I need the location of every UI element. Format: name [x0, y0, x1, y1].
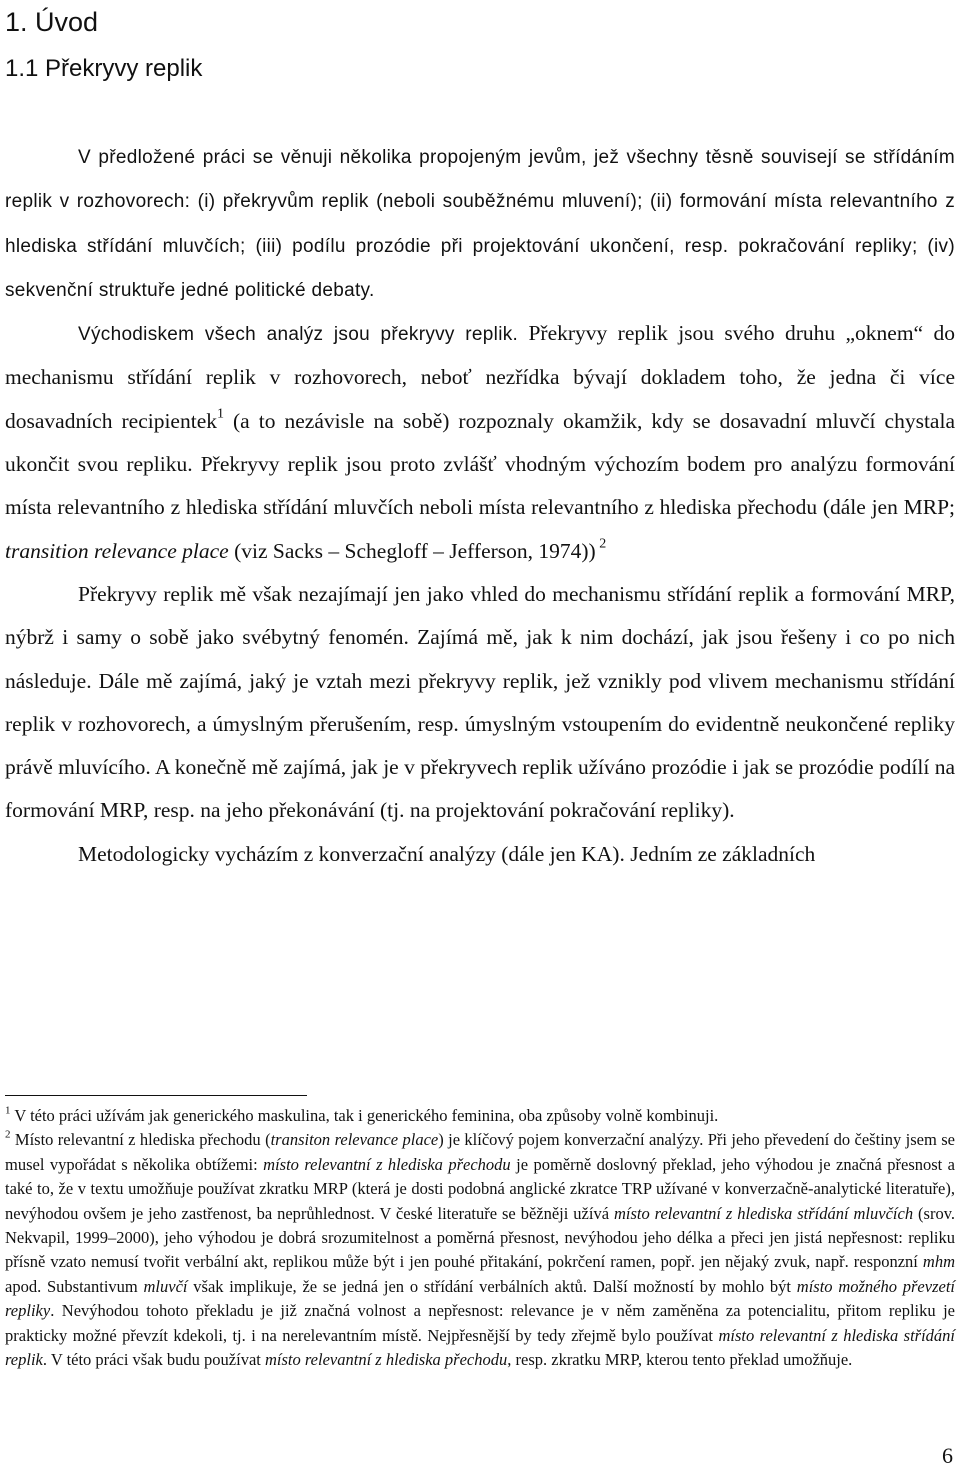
footnote-2-term-4: mhm	[922, 1252, 955, 1272]
footnote-separator	[5, 1095, 307, 1096]
page-number: 6	[942, 1443, 953, 1468]
footnote-2-text-g: . Nevýhodou tohoto překladu je již značná volnost a nepřesnost: relevance je v něm zaměněna za potencialitu, přitom repliku je prakticky možné převzít kdekoli, tj. i na nerelevantním místě. Nejpřesnější by tedy zřejmě bylo používat	[5, 1301, 955, 1345]
paragraph-1	[5, 135, 955, 312]
paragraph-2-text-a: Překryvy replik jsou svého druhu „oknem“ do mechanismu střídání replik v rozhovorech, neboť nezřídka bývají dokladem toho, že jedna či více dosavadních recipientek	[5, 321, 955, 433]
paragraph-2-term: transition relevance place	[5, 538, 229, 563]
footnotes	[5, 1104, 955, 1372]
footnote-2-term-2: místo relevantní z hlediska přechodu	[263, 1154, 511, 1174]
footnote-2-term-1: transiton relevance place	[270, 1130, 439, 1150]
footnote-2-text-b: ) je klíčový pojem konverzační analýzy. Při jeho převedení do češtiny jsem se musel vypořádat s několika obtížemi:	[5, 1130, 955, 1174]
paragraph-2-text-c: (viz Sacks – Schegloff – Jefferson, 1974))	[228, 538, 596, 563]
footnote-2-text-i: , resp. zkratku MRP, kterou tento překlad umožňuje.	[507, 1350, 853, 1370]
body-text	[5, 135, 955, 876]
paragraph-1-text: V předložené práci se věnuji několika propojeným jevům, jež všechny těsně souvisejí se střídáním replik v rozhovorech: (i) překryvům replik (neboli souběžnému mluvení); (ii) formování místa relevantního z hlediska střídání mluvčích; (iii) podílu prozódie při projektování ukončení, resp. pokračování repliky; (iv) sekvenční struktuře jedné politické debaty.	[5, 147, 955, 301]
paragraph-3: Překryvy replik mě však nezajímají jen jako vhled do mechanismu střídání replik a formování MRP, nýbrž i samy o sobě jako svébytný fenomén. Zajímá mě, jak k nim dochází, jak jsou řešeny i co po nich následuje. Dále mě zajímá, jaký je vztah mezi překryvy replik, jež vznikly pod vlivem mechanismu střídání replik v rozhovorech, a úmyslným přerušením, resp. úmyslným vstoupením do evidentně neukončené repliky právě mluvícího. A konečně mě zajímá, jak je v překryvech replik užíváno prozódie i jak se prozódie podílí na formování MRP, resp. na jeho překonávání (tj. na projektování pokračování repliky).	[5, 581, 955, 823]
footnote-2-term-6: místo možného převzetí repliky	[5, 1276, 955, 1321]
footnote-2-text-e: apod. Substantivum	[5, 1276, 144, 1296]
footnote-2-text-a: Místo relevantní z hlediska přechodu (	[10, 1130, 271, 1150]
paragraph-2-lead: Východiskem všech analýz jsou překryvy replik.	[78, 324, 519, 346]
footnote-2	[5, 1128, 955, 1372]
paragraph-4: Metodologicky vycházím z konverzační analýzy (dále jen KA). Jedním ze základních	[78, 841, 816, 866]
footnote-ref-2: 2	[595, 536, 607, 552]
footnote-ref-1: 1	[217, 406, 224, 422]
footnote-2-term-8: místo relevantní z hlediska přechodu	[264, 1350, 508, 1370]
paragraph-2	[5, 312, 955, 573]
footnote-2-term-7: místo relevantní z hlediska střídání replik	[5, 1325, 955, 1370]
chapter-heading: 1. Úvod	[5, 7, 99, 37]
footnote-1-text: V této práci užívám jak generického maskulina, tak i generického feminina, oba způsoby volně kombinuji.	[10, 1106, 719, 1125]
footnote-2-text-h: . V této práci však budu používat	[42, 1350, 265, 1370]
section-heading: 1.1 Překryvy replik	[5, 55, 203, 82]
paragraph-2-text-b: (a to nezávisle na sobě) rozpoznaly okamžik, kdy se dosavadní mluvčí chystala ukončit svou repliku. Překryvy replik jsou proto zvlášť vhodným výchozím bodem pro analýzu formování místa relevantního z hlediska střídání mluvčích neboli místa relevantního z hlediska přechodu (dále jen MRP;	[5, 408, 955, 520]
footnote-2-text-f: však implikuje, že se jedná jen o střídání verbálních aktů. Další možností by mohlo být	[187, 1276, 797, 1296]
footnote-1-mark: 1	[5, 1104, 11, 1117]
footnote-2-text-c: je poměrně doslovný překlad, jeho výhodou je značná přesnost a také to, že v textu umožňuje používat zkratku MRP (která je dosti podobná anglické zkratce TRP užívané v konverzačně-analytické literatuře), nevýhodou ovšem je jeho zastřenost, ba neprůhlednost. V české literatuře se běžněji užívá	[5, 1154, 956, 1223]
footnote-2-term-3: místo relevantní z hlediska střídání mluvčích	[613, 1203, 914, 1223]
footnote-1	[5, 1104, 955, 1128]
footnote-2-mark: 2	[5, 1128, 11, 1141]
footnote-2-term-5: mluvčí	[143, 1276, 188, 1296]
footnote-2-text-d: (srov. Nekvapil, 1999–2000), jeho výhodou je dobrá srozumitelnost a poměrná přesnost, nevýhodou jeho délka a přeci jen jistá nepřesnost: repliku přísně vzato nemusí tvořit verbální akt, replikou může být i jen pouhé přitakání, pokrčení ramen, popř. jen nějaký zvuk, např. responzní	[5, 1203, 955, 1272]
